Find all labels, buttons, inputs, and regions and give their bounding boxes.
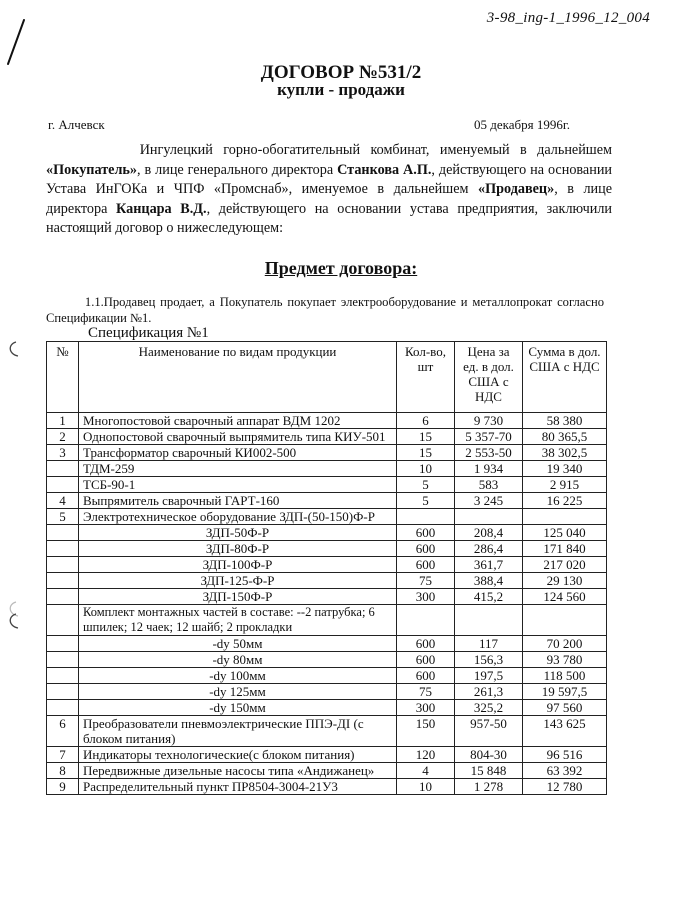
quantity: 600 [397, 525, 455, 541]
pen-stroke-mark [4, 18, 28, 68]
contract-date: 05 декабря 1996г. [474, 117, 570, 132]
clause-1-1 [46, 294, 604, 326]
product-name: Однопостовой сварочный выпрямитель типа КИУ-501 [79, 429, 397, 445]
table-row [47, 763, 607, 779]
total-sum: 93 780 [523, 652, 607, 668]
row-number [47, 573, 79, 589]
product-name: -dy 125мм [79, 684, 397, 700]
specification-table [46, 341, 607, 795]
table-row [47, 461, 607, 477]
contract-subtitle: купли - продажи [277, 80, 405, 99]
total-sum: 171 840 [523, 541, 607, 557]
row-number [47, 652, 79, 668]
table-row [47, 716, 607, 747]
intro-text-3: , действующего на основании Устава ИнГОКа и ЧПФ «Промснаб», именуемое в дальнейшем [46, 161, 613, 197]
product-name: Многопостовой сварочный аппарат ВДМ 1202 [79, 413, 397, 429]
total-sum: 125 040 [523, 525, 607, 541]
row-number: 7 [47, 747, 79, 763]
table-row [47, 509, 607, 525]
unit-price: 361,7 [455, 557, 523, 573]
product-name: Распределительный пункт ПР8504-3004-21У3 [79, 779, 397, 795]
table-row [47, 541, 607, 557]
unit-price: 415,2 [455, 589, 523, 605]
quantity: 150 [397, 716, 455, 747]
quantity: 600 [397, 668, 455, 684]
unit-price: 2 553-50 [455, 445, 523, 461]
unit-price: 583 [455, 477, 523, 493]
unit-price [455, 509, 523, 525]
unit-price [455, 605, 523, 636]
total-sum: 58 380 [523, 413, 607, 429]
table-row [47, 557, 607, 573]
row-number [47, 684, 79, 700]
row-number: 3 [47, 445, 79, 461]
table-row [47, 429, 607, 445]
total-sum: 217 020 [523, 557, 607, 573]
clause-1-1-text: 1.1.Продавец продает, а Покупатель покупает электрооборудование и металлопрокат согласно Спецификации №1. [46, 295, 604, 325]
row-number [47, 636, 79, 652]
unit-price: 9 730 [455, 413, 523, 429]
total-sum: 16 225 [523, 493, 607, 509]
total-sum: 97 560 [523, 700, 607, 716]
unit-price: 388,4 [455, 573, 523, 589]
table-row [47, 413, 607, 429]
quantity: 120 [397, 747, 455, 763]
contract-title: ДОГОВОР №531/2 [260, 62, 422, 83]
row-number [47, 461, 79, 477]
unit-price: 208,4 [455, 525, 523, 541]
row-number [47, 668, 79, 684]
binding-mark [6, 340, 20, 358]
quantity: 10 [397, 779, 455, 795]
product-name: -dy 80мм [79, 652, 397, 668]
product-name: -dy 50мм [79, 636, 397, 652]
row-number: 1 [47, 413, 79, 429]
unit-price: 325,2 [455, 700, 523, 716]
section-title: Предмет договора: [264, 258, 418, 278]
total-sum: 19 340 [523, 461, 607, 477]
quantity: 600 [397, 557, 455, 573]
row-number [47, 557, 79, 573]
quantity: 600 [397, 636, 455, 652]
unit-price: 1 278 [455, 779, 523, 795]
quantity: 10 [397, 461, 455, 477]
quantity [397, 605, 455, 636]
table-row [47, 589, 607, 605]
product-name: Индикаторы технологические(с блоком питания) [79, 747, 397, 763]
col-header-name: Наименование по видам продукции [79, 342, 397, 413]
intro-text-1: Ингулецкий горно-обогатительный комбинат, именуемый в дальнейшем [139, 142, 613, 158]
table-row [47, 636, 607, 652]
table-row [47, 700, 607, 716]
total-sum: 96 516 [523, 747, 607, 763]
seller-label: «Продавец» [477, 181, 555, 197]
quantity: 300 [397, 700, 455, 716]
table-row [47, 779, 607, 795]
quantity: 15 [397, 445, 455, 461]
row-number: 5 [47, 509, 79, 525]
unit-price: 117 [455, 636, 523, 652]
total-sum [523, 509, 607, 525]
table-row [47, 445, 607, 461]
row-number [47, 700, 79, 716]
product-name: Передвижные дизельные насосы типа «Андижанец» [79, 763, 397, 779]
table-row [47, 525, 607, 541]
product-name: Преобразователи пневмоэлектрические ППЭ-ДI (с блоком питания) [79, 716, 397, 747]
unit-price: 261,3 [455, 684, 523, 700]
document-reference: 3-98_ing-1_1996_12_004 [486, 10, 650, 26]
table-row [47, 747, 607, 763]
product-name: ЗДП-125-Ф-Р [79, 573, 397, 589]
col-header-sum: Сумма в дол. США с НДС [523, 342, 607, 413]
row-number [47, 477, 79, 493]
product-name: Выпрямитель сварочный ГАРТ-160 [79, 493, 397, 509]
col-header-no: № [47, 342, 79, 413]
row-number: 2 [47, 429, 79, 445]
intro-text-2: , в лице генерального директора [137, 161, 334, 178]
table-header-row [47, 342, 607, 413]
quantity: 600 [397, 541, 455, 557]
unit-price: 286,4 [455, 541, 523, 557]
table-row [47, 605, 607, 636]
product-name: Комплект монтажных частей в составе: --2 патрубка; 6 шпилек; 12 чаек; 12 шайб; 2 прокладки [79, 605, 397, 636]
table-row [47, 668, 607, 684]
total-sum: 12 780 [523, 779, 607, 795]
total-sum: 70 200 [523, 636, 607, 652]
total-sum: 38 302,5 [523, 445, 607, 461]
product-name: ЗДП-80Ф-Р [79, 541, 397, 557]
unit-price: 957-50 [455, 716, 523, 747]
row-number: 8 [47, 763, 79, 779]
binding-mark [6, 612, 20, 630]
col-header-price: Цена за ед. в дол. США с НДС [455, 342, 523, 413]
table-row [47, 652, 607, 668]
row-number: 6 [47, 716, 79, 747]
quantity: 5 [397, 477, 455, 493]
unit-price: 5 357-70 [455, 429, 523, 445]
row-number [47, 541, 79, 557]
unit-price: 3 245 [455, 493, 523, 509]
unit-price: 197,5 [455, 668, 523, 684]
unit-price: 804-30 [455, 747, 523, 763]
total-sum: 118 500 [523, 668, 607, 684]
unit-price: 1 934 [455, 461, 523, 477]
quantity: 600 [397, 652, 455, 668]
table-row [47, 573, 607, 589]
total-sum [523, 605, 607, 636]
product-name: Электротехническое оборудование ЗДП-(50-150)Ф-Р [79, 509, 397, 525]
row-number [47, 605, 79, 636]
col-header-qty: Кол-во, шт [397, 342, 455, 413]
total-sum: 143 625 [523, 716, 607, 747]
total-sum: 80 365,5 [523, 429, 607, 445]
total-sum: 63 392 [523, 763, 607, 779]
buyer-label: «Покупатель» [46, 161, 138, 178]
quantity: 4 [397, 763, 455, 779]
product-name: ТСБ-90-1 [79, 477, 397, 493]
product-name: Трансформатор сварочный КИ002-500 [79, 445, 397, 461]
quantity: 75 [397, 573, 455, 589]
product-name: ТДМ-259 [79, 461, 397, 477]
product-name: ЗДП-100Ф-Р [79, 557, 397, 573]
row-number: 4 [47, 493, 79, 509]
product-name: ЗДП-50Ф-Р [79, 525, 397, 541]
unit-price: 156,3 [455, 652, 523, 668]
unit-price: 15 848 [455, 763, 523, 779]
intro-paragraph [46, 141, 612, 239]
table-row [47, 684, 607, 700]
total-sum: 29 130 [523, 573, 607, 589]
buyer-person: Станкова А.П. [337, 161, 432, 178]
product-name: ЗДП-150Ф-Р [79, 589, 397, 605]
product-name: -dy 100мм [79, 668, 397, 684]
table-row [47, 477, 607, 493]
quantity: 75 [397, 684, 455, 700]
table-row [47, 493, 607, 509]
contract-city: г. Алчевск [48, 117, 105, 132]
quantity [397, 509, 455, 525]
quantity: 5 [397, 493, 455, 509]
intro-text-5: , действующего на основании устава предприятия, заключили настоящий договор о нижеследующем: [46, 200, 612, 236]
total-sum: 2 915 [523, 477, 607, 493]
seller-person: Канцара В.Д. [116, 200, 207, 217]
product-name: -dy 150мм [79, 700, 397, 716]
quantity: 300 [397, 589, 455, 605]
quantity: 15 [397, 429, 455, 445]
row-number: 9 [47, 779, 79, 795]
specification-title: Спецификация №1 [88, 325, 209, 341]
total-sum: 124 560 [523, 589, 607, 605]
row-number [47, 589, 79, 605]
quantity: 6 [397, 413, 455, 429]
total-sum: 19 597,5 [523, 684, 607, 700]
intro-text-4: , в лице директора [46, 181, 613, 217]
row-number [47, 525, 79, 541]
